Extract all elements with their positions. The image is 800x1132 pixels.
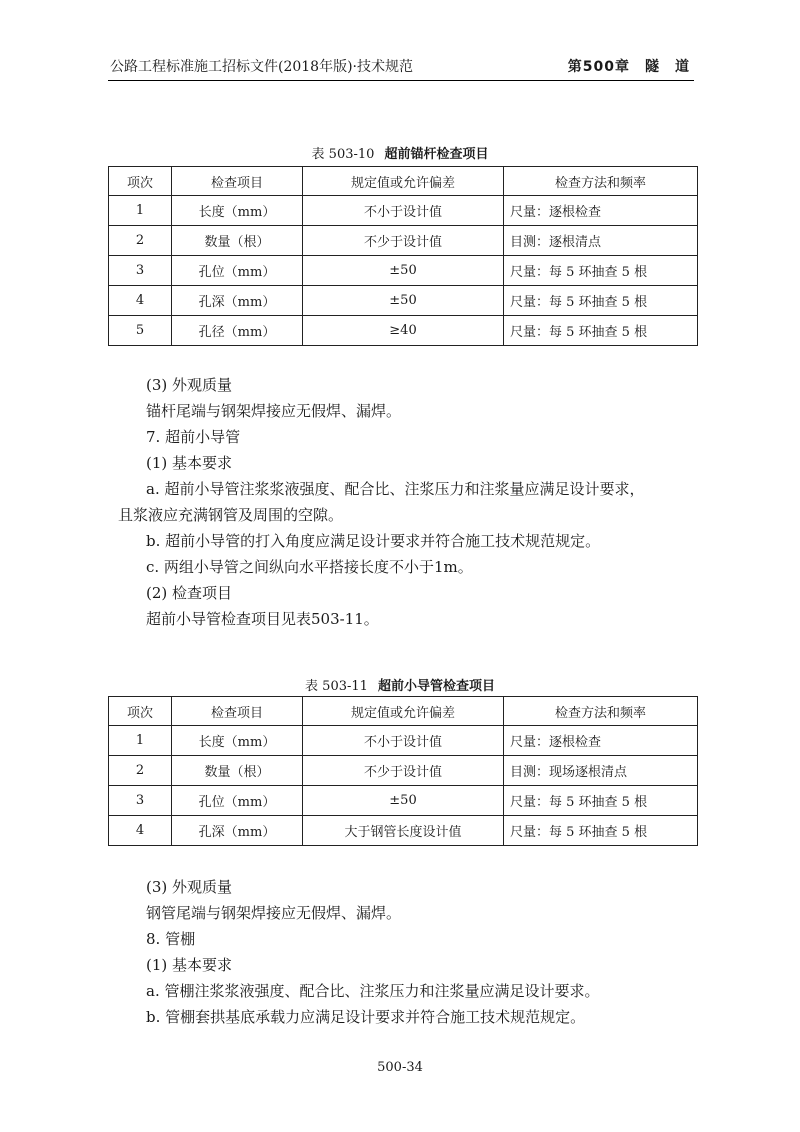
table-cell: 孔位（mm） bbox=[172, 256, 303, 286]
paragraph-line: c. 两组小导管之间纵向水平搭接长度不小于1m。 bbox=[146, 558, 473, 576]
table-cell: 孔深（mm） bbox=[172, 816, 303, 846]
table-header-row bbox=[109, 167, 698, 196]
table-cell: 尺量：每 5 环抽查 5 根 bbox=[504, 816, 698, 846]
table-caption bbox=[0, 143, 800, 162]
table-cell: 1 bbox=[109, 726, 172, 756]
document-title: 公路工程标准施工招标文件(2018年版)·技术规范 bbox=[110, 59, 414, 75]
table-cell: 不小于设计值 bbox=[303, 726, 504, 756]
table-row bbox=[109, 196, 698, 226]
table-row bbox=[109, 756, 698, 786]
table-cell: 尺量：每 5 环抽查 5 根 bbox=[504, 286, 698, 316]
paragraph-line: 且浆液应充满钢管及周围的空隙。 bbox=[118, 506, 344, 524]
column-header: 检查项目 bbox=[172, 697, 303, 726]
table-row bbox=[109, 786, 698, 816]
table-row bbox=[109, 816, 698, 846]
table-cell: 5 bbox=[109, 316, 172, 346]
page-header bbox=[108, 56, 694, 81]
table-name: 超前小导管检查项目 bbox=[377, 679, 495, 694]
table-cell: 目测：逐根清点 bbox=[504, 226, 698, 256]
paragraph-line: 超前小导管检查项目见表503-11。 bbox=[146, 610, 379, 628]
table-cell: 孔深（mm） bbox=[172, 286, 303, 316]
paragraph-line: (1) 基本要求 bbox=[146, 956, 233, 974]
table-cell: 尺量：每 5 环抽查 5 根 bbox=[504, 316, 698, 346]
table-cell: ±50 bbox=[303, 256, 504, 286]
paragraph-line: b. 管棚套拱基底承载力应满足设计要求并符合施工技术规范规定。 bbox=[146, 1008, 586, 1026]
chapter-title: 第500章 隧 道 bbox=[567, 59, 690, 75]
table-cell: 数量（根） bbox=[172, 756, 303, 786]
table-cell: 不少于设计值 bbox=[303, 226, 504, 256]
body-text bbox=[118, 372, 698, 632]
table-row bbox=[109, 316, 698, 346]
table-row bbox=[109, 226, 698, 256]
table-cell: ±50 bbox=[303, 786, 504, 816]
table-cell: 不少于设计值 bbox=[303, 756, 504, 786]
table-cell: 1 bbox=[109, 196, 172, 226]
table-cell: 长度（mm） bbox=[172, 726, 303, 756]
paragraph-line: (3) 外观质量 bbox=[146, 376, 233, 394]
paragraph-line: 锚杆尾端与钢架焊接应无假焊、漏焊。 bbox=[146, 402, 402, 420]
table-cell: 4 bbox=[109, 286, 172, 316]
table-row bbox=[109, 256, 698, 286]
table-cell: 不小于设计值 bbox=[303, 196, 504, 226]
paragraph-line: a. 管棚注浆浆液强度、配合比、注浆压力和注浆量应满足设计要求。 bbox=[146, 982, 600, 1000]
table-cell: 目测：现场逐根清点 bbox=[504, 756, 698, 786]
table-cell: 尺量：逐根检查 bbox=[504, 726, 698, 756]
column-header: 项次 bbox=[109, 697, 172, 726]
table-number: 表 503-10 bbox=[311, 147, 375, 162]
table-cell: 尺量：每 5 环抽查 5 根 bbox=[504, 786, 698, 816]
paragraph-line: 钢管尾端与钢架焊接应无假焊、漏焊。 bbox=[146, 904, 402, 922]
table-cell: 尺量：每 5 环抽查 5 根 bbox=[504, 256, 698, 286]
table-cell: 数量（根） bbox=[172, 226, 303, 256]
inspection-table bbox=[108, 166, 698, 346]
table-row bbox=[109, 286, 698, 316]
table-cell: 大于钢管长度设计值 bbox=[303, 816, 504, 846]
column-header: 检查项目 bbox=[172, 167, 303, 196]
paragraph-line: b. 超前小导管的打入角度应满足设计要求并符合施工技术规范规定。 bbox=[146, 532, 601, 550]
table-row bbox=[109, 726, 698, 756]
table-cell: 2 bbox=[109, 756, 172, 786]
body-text bbox=[118, 874, 698, 1030]
table-cell: 3 bbox=[109, 786, 172, 816]
column-header: 检查方法和频率 bbox=[504, 697, 698, 726]
page-number: 500-34 bbox=[377, 1060, 423, 1075]
table-cell: ±50 bbox=[303, 286, 504, 316]
table-cell: ≥40 bbox=[303, 316, 504, 346]
table-cell: 孔径（mm） bbox=[172, 316, 303, 346]
table-caption bbox=[0, 675, 800, 694]
table-name: 超前锚杆检查项目 bbox=[384, 147, 489, 162]
table-cell: 孔位（mm） bbox=[172, 786, 303, 816]
paragraph-line: a. 超前小导管注浆浆液强度、配合比、注浆压力和注浆量应满足设计要求， bbox=[146, 480, 645, 498]
column-header: 规定值或允许偏差 bbox=[303, 697, 504, 726]
column-header: 规定值或允许偏差 bbox=[303, 167, 504, 196]
paragraph-line: (1) 基本要求 bbox=[146, 454, 233, 472]
table-cell: 2 bbox=[109, 226, 172, 256]
table-cell: 长度（mm） bbox=[172, 196, 303, 226]
table-number: 表 503-11 bbox=[305, 679, 368, 694]
column-header: 检查方法和频率 bbox=[504, 167, 698, 196]
table-cell: 4 bbox=[109, 816, 172, 846]
paragraph-line: (2) 检查项目 bbox=[146, 584, 233, 602]
table-header-row bbox=[109, 697, 698, 726]
paragraph-line: (3) 外观质量 bbox=[146, 878, 233, 896]
paragraph-line: 8. 管棚 bbox=[146, 930, 196, 948]
table-cell: 3 bbox=[109, 256, 172, 286]
inspection-table bbox=[108, 696, 698, 846]
table-cell: 尺量：逐根检查 bbox=[504, 196, 698, 226]
column-header: 项次 bbox=[109, 167, 172, 196]
paragraph-line: 7. 超前小导管 bbox=[146, 428, 241, 446]
